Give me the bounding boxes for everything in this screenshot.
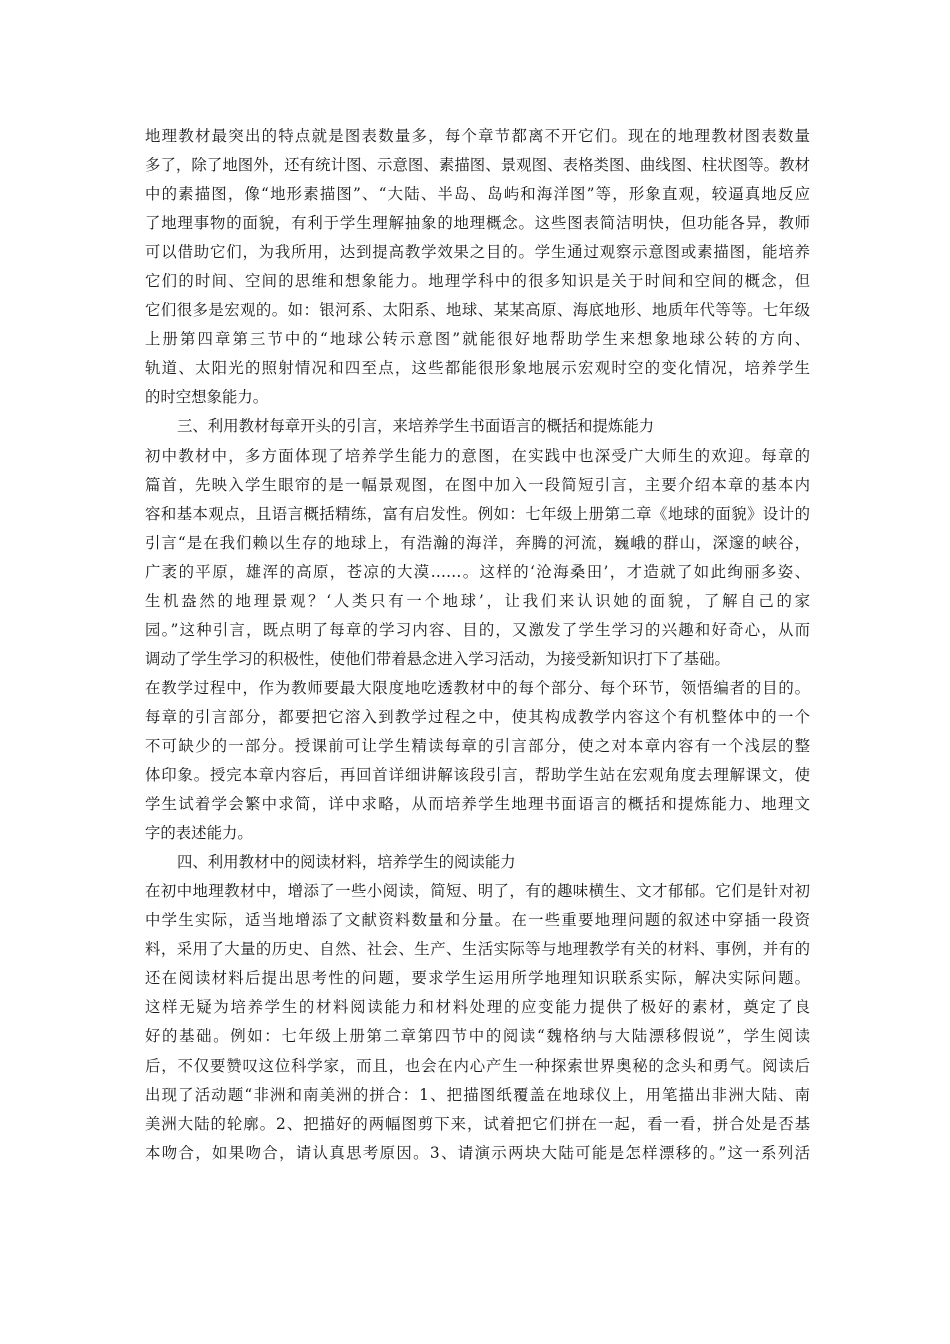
text-line: 还在阅读材料后提出思考性的问题，要求学生运用所学地理知识联系实际，解决实际问题。 [145, 969, 810, 988]
text-line: 它们很多是宏观的。如：银河系、太阳系、地球、某某高原、海底地形、地质年代等等。七年级 [145, 301, 810, 320]
text-line: 本吻合，如果吻合，请认真思考原因。3、请演示两块大陆可能是怎样漂移的。”这一系列活 [145, 1143, 810, 1162]
text-line: 可以借助它们，为我所用，达到提高教学效果之目的。学生通过观察示意图或素描图，能培养 [145, 243, 810, 262]
text-line: 中学生实际，适当地增添了文献资料数量和分量。在一些重要地理问题的叙述中穿插一段资 [145, 911, 810, 930]
text-line: 地理教材最突出的特点就是图表数量多，每个章节都离不开它们。现在的地理教材图表数量 [145, 127, 810, 145]
text-line: 它们的时间、空间的思维和想象能力。地理学科中的很多知识是关于时间和空间的概念，但 [145, 272, 810, 291]
text-line: 容和基本观点，且语言概括精练，富有启发性。例如：七年级上册第二章《地球的面貌》设计的 [145, 504, 810, 523]
paragraph-reading-materials [145, 877, 810, 1167]
text-line: 引言“是在我们赖以生存的地球上，有浩瀚的海洋，奔腾的河流，巍峨的群山，深邃的峡谷， [145, 533, 810, 552]
text-line: 了地理事物的面貌，有利于学生理解抽象的地理概念。这些图表简洁明快，但功能各异，教师 [145, 214, 810, 233]
text-line: 多了，除了地图外，还有统计图、示意图、素描图、景观图、表格类图、曲线图、柱状图等。教材 [145, 156, 810, 175]
paragraph-map-charts [145, 122, 810, 412]
text-line: 这样无疑为培养学生的材料阅读能力和材料处理的应变能力提供了极好的素材，奠定了良 [145, 998, 810, 1017]
text-line: 初中教材中，多方面体现了培养学生能力的意图，在实践中也深受广大师生的欢迎。每章的 [145, 446, 810, 465]
text-line: 好的基础。例如：七年级上册第二章第四节中的阅读“魏格纳与大陆漂移假说”，学生阅读 [145, 1027, 810, 1046]
text-line: 篇首，先映入学生眼帘的是一幅景观图，在图中加入一段简短引言，主要介绍本章的基本内 [145, 475, 810, 494]
text-line: 轨道、太阳光的照射情况和四至点，这些都能很形象地展示宏观时空的变化情况，培养学生 [145, 359, 810, 378]
text-line: 的时空想象能力。 [145, 388, 269, 407]
text-line: 在初中地理教材中，增添了一些小阅读，简短、明了，有的趣味横生、文才郁郁。它们是针对初 [145, 882, 810, 901]
text-line: 体印象。授完本章内容后，再回首详细讲解该段引言，帮助学生站在宏观角度去理解课文，使 [145, 766, 810, 785]
text-line: 中的素描图，像“地形素描图”、“大陆、半岛、岛屿和海洋图”等，形象直观，较逼真地反应 [145, 185, 810, 204]
section-heading-three: 三、利用教材每章开头的引言，来培养学生书面语言的概括和提炼能力 [177, 417, 655, 436]
text-line: 字的表述能力。 [145, 824, 253, 843]
text-line: 调动了学生学习的积极性，使他们带着悬念进入学习活动，为接受新知识打下了基础。 [145, 649, 730, 668]
text-line: 每章的引言部分，都要把它溶入到教学过程之中，使其构成教学内容这个有机整体中的一个 [145, 707, 810, 726]
text-line: 上册第四章第三节中的“地球公转示意图”就能很好地帮助学生来想象地球公转的方向、 [145, 330, 810, 349]
text-line: 后，不仅要赞叹这位科学家，而且，也会在内心产生一种探索世界奥秘的念头和勇气。阅读后 [145, 1056, 810, 1075]
paragraph-teaching-process [145, 674, 810, 848]
text-line: 园。”这种引言，既点明了每章的学习内容、目的，又激发了学生学习的兴趣和好奇心，从而 [145, 620, 810, 639]
text-line: 美洲大陆的轮廓。2、把描好的两幅图剪下来，试着把它们拼在一起，看一看，拼合处是否基 [145, 1114, 810, 1133]
text-line: 学生试着学会繁中求简，详中求略，从而培养学生地理书面语言的概括和提炼能力、地理文 [145, 795, 810, 814]
paragraph-chapter-intro [145, 442, 810, 674]
text-line: 料，采用了大量的历史、自然、社会、生产、生活实际等与地理教学有关的材料、事例，并有的 [145, 940, 810, 959]
text-line: 在教学过程中，作为教师要最大限度地吃透教材中的每个部分、每个环节，领悟编者的目的。 [145, 678, 810, 697]
text-line: 出现了活动题“非洲和南美洲的拼合：1、把描图纸覆盖在地球仪上，用笔描出非洲大陆、南 [145, 1085, 810, 1104]
text-line: 生机盎然的地理景观？‘人类只有一个地球’，让我们来认识她的面貌，了解自己的家 [145, 591, 810, 610]
section-heading-four: 四、利用教材中的阅读材料，培养学生的阅读能力 [177, 853, 516, 872]
document-body [145, 122, 810, 1168]
text-line: 不可缺少的一部分。授课前可让学生精读每章的引言部分，使之对本章内容有一个浅层的整 [145, 736, 810, 755]
text-line: 广袤的平原，雄浑的高原，苍凉的大漠……。这样的‘沧海桑田’，才造就了如此绚丽多姿、 [145, 562, 810, 581]
